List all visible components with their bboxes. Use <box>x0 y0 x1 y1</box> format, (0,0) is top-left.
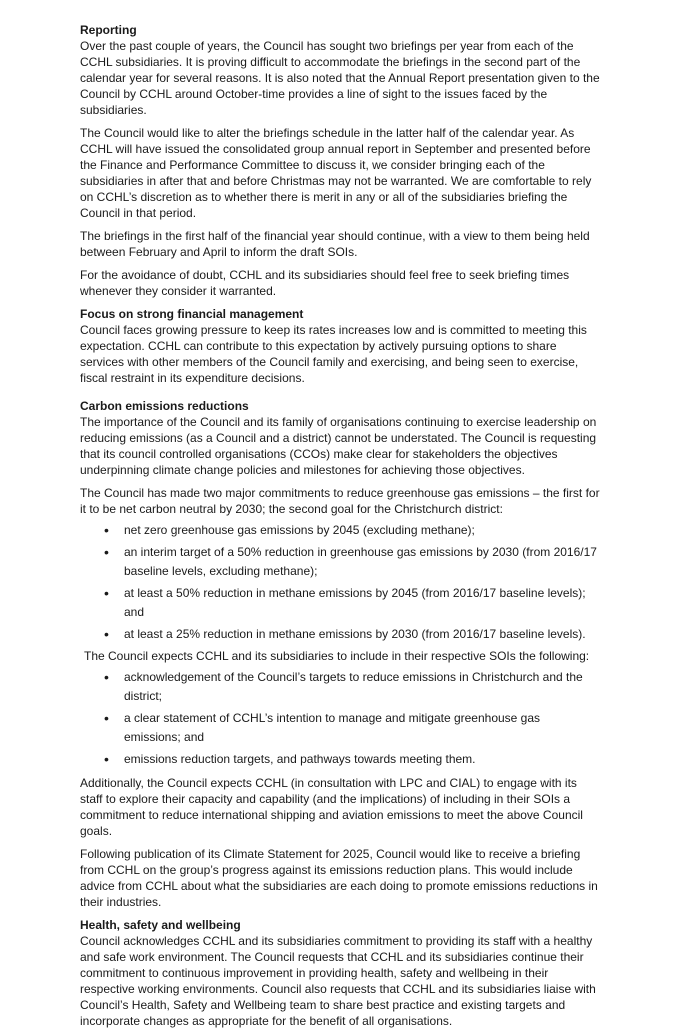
financial-section <box>80 306 600 386</box>
health-section <box>80 917 600 1029</box>
health-paragraph-1: Council acknowledges CCHL and its subsidiaries commitment to providing its staff with a healthy and safe work environment. The Council requests that CCHL and its subsidiaries continue their commitment to continuous improvement in providing health, safety and wellbeing in their respective working environments. Council also requests that CCHL and its subsidiaries liaise with Council’s Health, Safety and Wellbeing team to share best practice and existing targets and incorporate changes as appropriate for the benefit of all organisations. <box>80 934 596 1028</box>
list-item: • net zero greenhouse gas emissions by 2045 (excluding methane); <box>80 521 600 540</box>
financial-paragraph-1: Council faces growing pressure to keep its rates increases low and is committed to meeting this expectation. CCHL can contribute to this expectation by actively pursuing options to share services with other members of the Council family and exercising, and being seen to exercise, fiscal restraint in its expenditure decisions. <box>80 323 587 385</box>
carbon-heading: Carbon emissions reductions <box>80 399 249 413</box>
carbon-paragraph-1: The importance of the Council and its family of organisations continuing to exercise leadership on reducing emissions (as a Council and a district) cannot be understated. The Council is requesting that its council controlled organisations (CCOs) make clear for stakeholders the objectives underpinning climate change policies and milestones for achieving those objectives. <box>80 415 597 477</box>
reporting-paragraph-2: The Council would like to alter the briefings schedule in the latter half of the calendar year. As CCHL will have issued the consolidated group annual report in September and presented before the Finance and Performance Committee to discuss it, we consider bringing each of the subsidiaries in after that and before Christmas may not be warranted. We are comfortable to rely on CCHL’s discretion as to whether there is merit in any or all of the subsidiaries briefing the Council in that period. <box>80 126 592 220</box>
health-heading: Health, safety and wellbeing <box>80 918 241 932</box>
list-item: • at least a 50% reduction in methane emissions by 2045 (from 2016/17 baseline levels); and <box>80 584 600 622</box>
carbon-paragraph-3: The Council expects CCHL and its subsidiaries to include in their respective SOIs the following: <box>84 649 590 663</box>
list-item: • acknowledgement of the Council’s targets to reduce emissions in Christchurch and the district; <box>80 668 600 706</box>
list-item: • at least a 25% reduction in methane emissions by 2030 (from 2016/17 baseline levels). <box>80 625 600 644</box>
carbon-paragraph-4: Additionally, the Council expects CCHL (in consultation with LPC and CIAL) to engage with its staff to explore their capacity and capability (and the implications) of including in their SOIs a commitment to reduce international shipping and aviation emissions to meet the above Council goals. <box>80 776 583 838</box>
reporting-paragraph-1: Over the past couple of years, the Council has sought two briefings per year from each of the CCHL subsidiaries. It is proving difficult to accommodate the briefings in the second part of the calendar year for several reasons. It is also noted that the Annual Report presentation given to the Council by CCHL around October-time provides a line of sight to the issues faced by the subsidiaries. <box>80 39 600 117</box>
document-page <box>80 22 600 1036</box>
financial-heading: Focus on strong financial management <box>80 307 304 321</box>
list-item: • an interim target of a 50% reduction in greenhouse gas emissions by 2030 (from 2016/17 baseline levels, excluding methane); <box>80 543 600 581</box>
carbon-paragraph-2: The Council has made two major commitments to reduce greenhouse gas emissions – the first for it to be net carbon neutral by 2030; the second goal for the Christchurch district: <box>80 486 600 516</box>
carbon-paragraph-5: Following publication of its Climate Statement for 2025, Council would like to receive a briefing from CCHL on the group’s progress against its emissions reduction plans. This would include advice from CCHL about what the subsidiaries are each doing to promote emissions reductions in their industries. <box>80 847 598 909</box>
soi-expectations-list <box>80 668 600 769</box>
reporting-paragraph-4: For the avoidance of doubt, CCHL and its subsidiaries should feel free to seek briefing times whenever they consider it warranted. <box>80 268 570 298</box>
emission-goals-list <box>80 521 600 644</box>
reporting-section <box>80 22 600 299</box>
reporting-paragraph-3: The briefings in the first half of the financial year should continue, with a view to them being held between February and April to inform the draft SOIs. <box>80 229 590 259</box>
reporting-heading: Reporting <box>80 23 137 37</box>
carbon-section <box>80 398 600 910</box>
list-item: • a clear statement of CCHL’s intention to manage and mitigate greenhouse gas emissions; and <box>80 709 600 747</box>
list-item: • emissions reduction targets, and pathways towards meeting them. <box>80 750 600 769</box>
